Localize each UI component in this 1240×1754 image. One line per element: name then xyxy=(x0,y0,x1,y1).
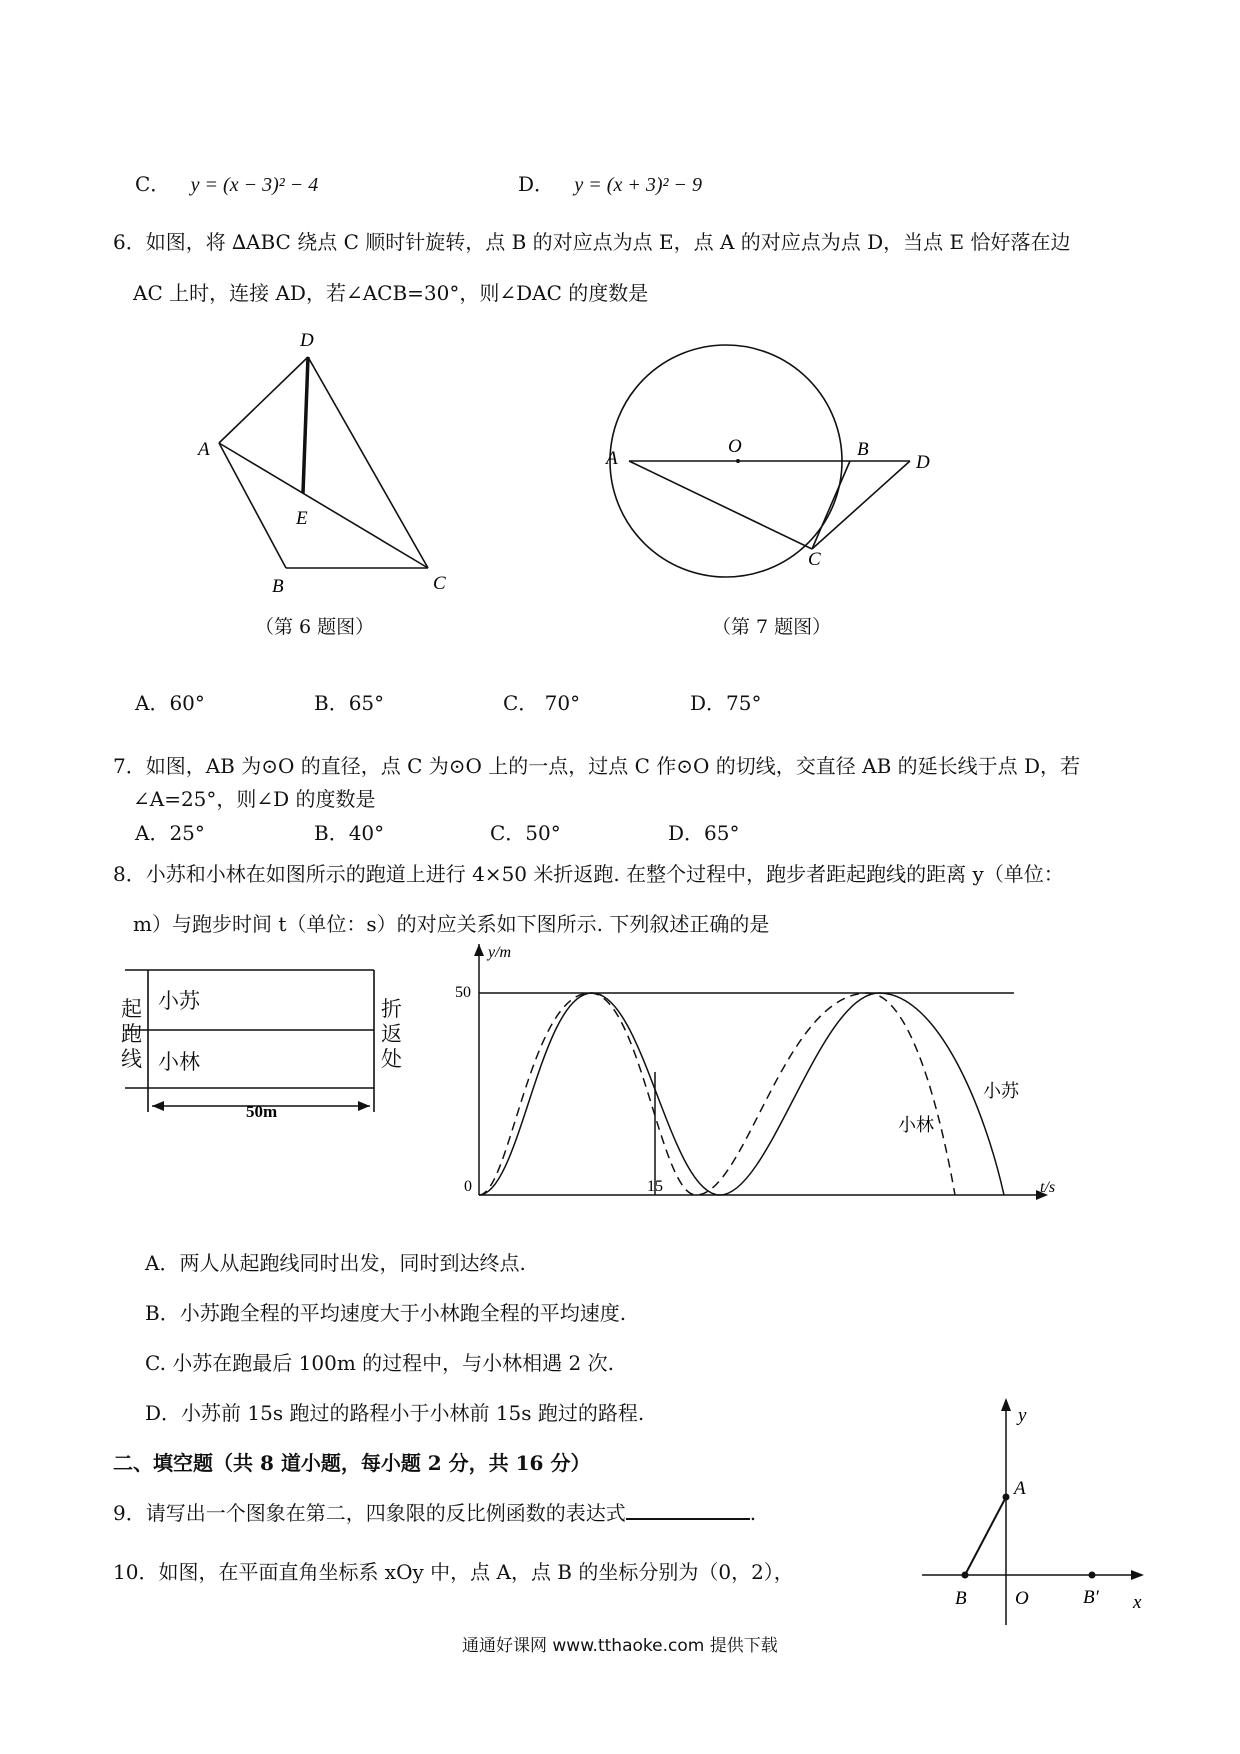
track-length-label: 50m xyxy=(246,1102,278,1121)
q7-label-b: B xyxy=(857,439,869,460)
q6-label-d: D xyxy=(300,330,314,351)
q10-label-y: y xyxy=(1018,1405,1027,1426)
q7-stem-line1: 7．如图，AB 为⊙O 的直径，点 C 为⊙O 上的一点，过点 C 作⊙O 的切线，交直径 AB 的延长线于点 D，若 xyxy=(113,754,1081,778)
q7-label-d: D xyxy=(916,452,930,473)
graph-x-tick-15: 15 xyxy=(647,1178,663,1195)
graph-series-su-label: 小苏 xyxy=(983,1081,1019,1101)
q7-option-c: C．50° xyxy=(490,821,561,845)
q6-label-b: B xyxy=(272,576,284,597)
q10-label-b-prime: B′ xyxy=(1083,1587,1099,1608)
track-lane2-label: 小林 xyxy=(158,1050,200,1074)
q8-option-d: D．小苏前 15s 跑过的路程小于小林前 15s 跑过的路程. xyxy=(145,1401,645,1425)
q5-option-d-expr: y = (x + 3)² − 9 xyxy=(574,174,702,196)
track-turn-label: 折返处 xyxy=(381,997,402,1071)
q6-figure-caption: （第 6 题图） xyxy=(255,616,375,638)
q10-stem: 10．如图，在平面直角坐标系 xOy 中，点 A，点 B 的坐标分别为（0，2）， xyxy=(113,1560,794,1584)
q10-y-arrow xyxy=(1001,1398,1011,1411)
q10-label-x: x xyxy=(1133,1592,1142,1613)
track-start-label: 起跑线 xyxy=(121,997,142,1071)
q7-figure-caption: （第 7 题图） xyxy=(712,616,832,638)
q8-option-b: B．小苏跑全程的平均速度大于小林跑全程的平均速度. xyxy=(145,1301,627,1325)
q10-point-b xyxy=(962,1572,969,1579)
q7-label-a: A xyxy=(606,448,618,469)
graph-series-lin-label: 小林 xyxy=(898,1115,934,1135)
section2-heading: 二、填空题（共 8 道小题，每小题 2 分，共 16 分） xyxy=(113,1451,591,1475)
q5-option-d-label: D． xyxy=(518,172,555,196)
q9-text: 9．请写出一个图象在第二，四象限的反比例函数的表达式 xyxy=(113,1501,626,1525)
page-footer: 通通好课网 www.tthaoke.com 提供下载 xyxy=(462,1636,778,1656)
q8-stem-line2: m）与跑步时间 t（单位：s）的对应关系如下图所示. 下列叙述正确的是 xyxy=(133,912,770,936)
q6-stem-line1: 6．如图，将 ∆ABC 绕点 C 顺时针旋转，点 B 的对应点为点 E，点 A 的对应点为点 D，当点 E 恰好落在边 xyxy=(113,230,1071,254)
q10-label-o: O xyxy=(1015,1588,1029,1609)
q10-point-b-prime xyxy=(1089,1572,1096,1579)
q6-option-c: C． 70° xyxy=(503,691,581,715)
q7-label-c: C xyxy=(808,549,821,570)
graph-x-axis-label: t/s xyxy=(1040,1179,1056,1196)
q10-label-b: B xyxy=(955,1588,967,1609)
q10-x-arrow xyxy=(1131,1570,1144,1580)
q10-point-a xyxy=(1003,1494,1010,1501)
q8-option-a: A．两人从起跑线同时出发，同时到达终点. xyxy=(145,1251,526,1275)
q6-option-d: D．75° xyxy=(690,691,762,715)
q5-option-c-expr: y = (x − 3)² − 4 xyxy=(190,174,319,196)
q6-option-a: A．60° xyxy=(135,691,205,715)
track-lane1-label: 小苏 xyxy=(158,989,200,1013)
graph-y-axis-label: y/m xyxy=(488,944,512,961)
q8-stem-line1: 8．小苏和小林在如图所示的跑道上进行 4×50 米折返跑. 在整个过程中，跑步者距起跑线的距离 y（单位： xyxy=(113,862,1064,886)
graph-origin-label: 0 xyxy=(464,1178,472,1195)
q10-segment-ab xyxy=(965,1497,1006,1575)
q5-option-c-label: C． xyxy=(135,172,171,196)
q6-stem-line2: AC 上时，连接 AD，若∠ACB=30°，则∠DAC 的度数是 xyxy=(133,281,649,305)
q8-option-c: C. 小苏在跑最后 100m 的过程中，与小林相遇 2 次. xyxy=(145,1351,614,1375)
q6-option-b: B．65° xyxy=(314,691,385,715)
q10-label-a: A xyxy=(1014,1478,1026,1499)
q7-option-b: B．40° xyxy=(314,821,385,845)
q7-option-d: D．65° xyxy=(668,821,740,845)
q9-end: . xyxy=(749,1501,757,1525)
q6-label-c: C xyxy=(433,573,446,594)
q6-label-a: A xyxy=(198,439,210,460)
graph-y-tick-50: 50 xyxy=(455,984,471,1001)
q7-label-o: O xyxy=(728,436,742,457)
q6-label-e: E xyxy=(296,508,308,529)
q7-option-a: A．25° xyxy=(135,821,205,845)
q7-stem-line2: ∠A=25°，则∠D 的度数是 xyxy=(133,787,376,811)
